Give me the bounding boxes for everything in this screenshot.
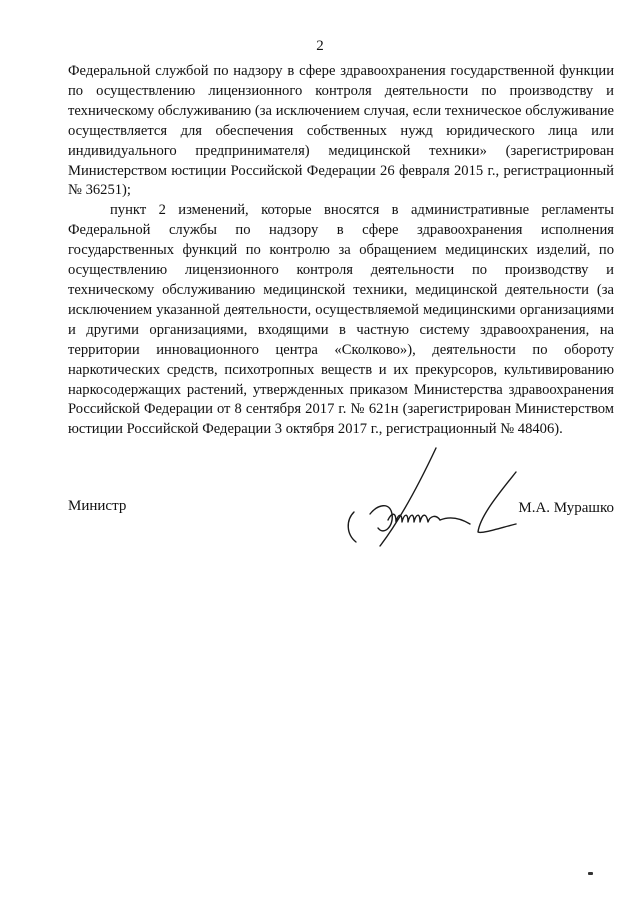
page-number: 2	[316, 38, 324, 54]
paragraph-continuation: Федеральной службой по надзору в сфере здравоохранения государственной функции по осуществлению лицензионного контроля деятельности по производству и техническому обслуживанию (за исключением случая, если техническое обслуживание осуществляется для обеспечения собственных нужд юридического лица или индивидуального предпринимателя) медицинской техники» (зарегистрирован Министерством юстиции Российской Федерации 26 февраля 2015 г., регистрационный № 36251);	[68, 63, 614, 199]
signature-block	[68, 494, 614, 554]
scan-artifact	[588, 872, 593, 875]
signer-name: М.А. Мурашко	[518, 500, 614, 516]
document-body	[68, 62, 614, 440]
paragraph-point-2: пункт 2 изменений, которые вносятся в административные регламенты Федеральной службы по надзору в сфере здравоохранения исполнения государственных функций по контролю за обращением медицинских изделий, по осуществлению лицензионного контроля деятельности по производству и техническому обслуживанию медицинской техники, медицинской деятельности (за исключением указанной деятельности, осуществляемой медицинскими организациями и другими организациями, входящими в частную систему здравоохранения, на территории инновационного центра «Сколково»), деятельности по обороту наркотических средств, психотропных веществ и их прекурсоров, культивированию наркосодержащих растений, утвержденных приказом Министерства здравоохранения Российской Федерации от 8 сентября 2017 г. № 621н (зарегистрирован Министерством юстиции Российской Федерации 3 октября 2017 г., регистрационный № 48406).	[68, 202, 614, 438]
signer-role: Министр	[68, 498, 127, 514]
